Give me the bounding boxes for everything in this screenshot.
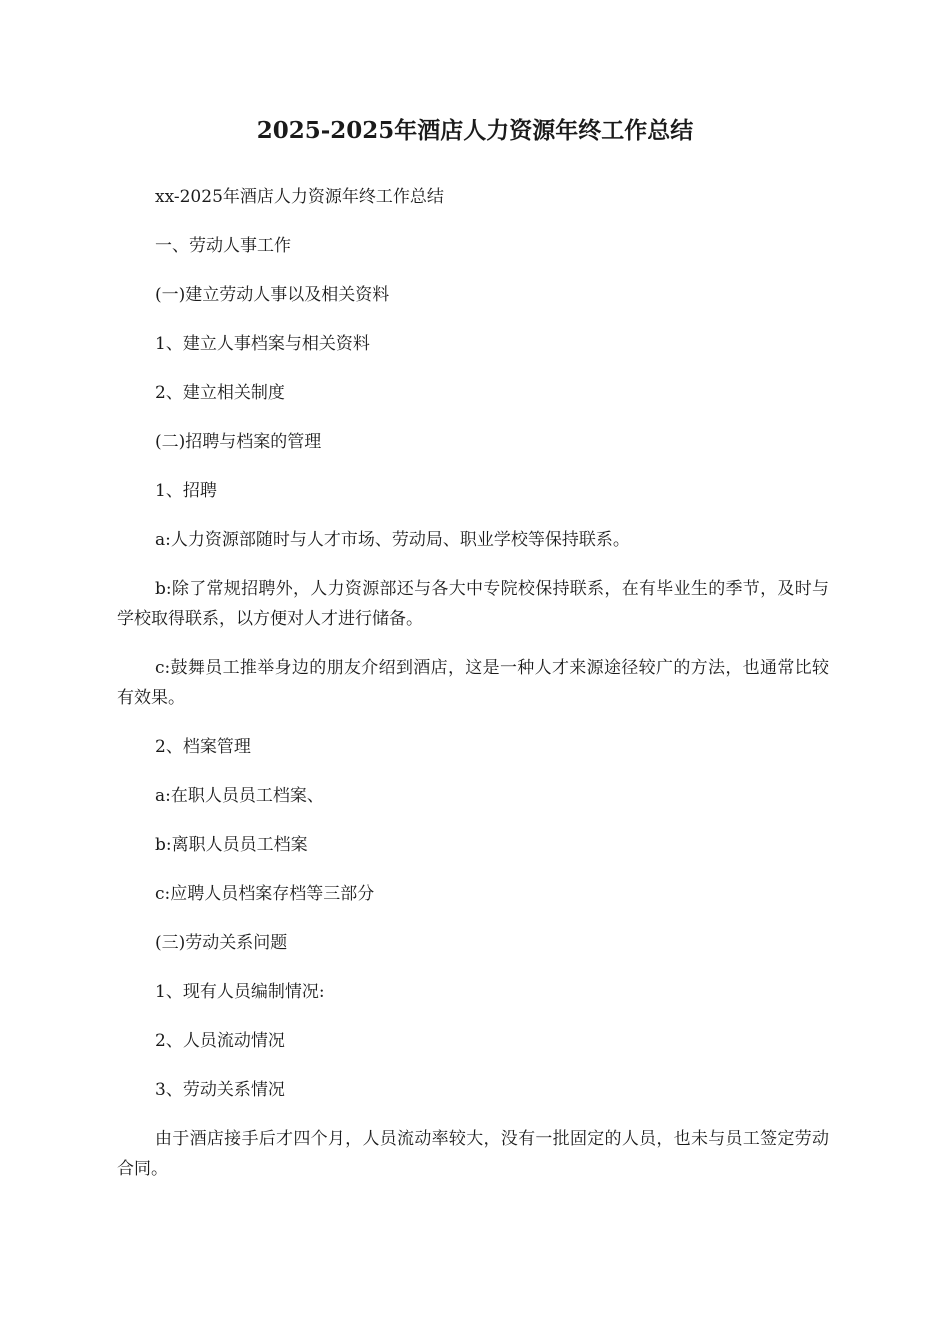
paragraph: b:离职人员员工档案 [155, 835, 308, 855]
list-item: 2、档案管理 [155, 737, 251, 757]
list-item: 1、现有人员编制情况: [155, 982, 325, 1002]
list-item: 3、劳动关系情况 [155, 1080, 285, 1100]
paragraph: xx-2025年酒店人力资源年终工作总结 [155, 187, 444, 207]
subsection-heading: (三)劳动关系问题 [155, 933, 288, 953]
paragraph: a:人力资源部随时与人才市场、劳动局、职业学校等保持联系。 [155, 530, 630, 550]
list-item: 1、建立人事档案与相关资料 [155, 334, 370, 354]
list-item: 2、建立相关制度 [155, 383, 285, 403]
list-item: 2、人员流动情况 [155, 1031, 285, 1051]
list-item: 1、招聘 [155, 481, 217, 501]
paragraph: b:除了常规招聘外，人力资源部还与各大中专院校保持联系，在有毕业生的季节，及时与学校取得联系，以方便对人才进行储备。 [117, 579, 829, 629]
document-title: 2025-2025年酒店人力资源年终工作总结 [256, 117, 694, 144]
paragraph: 由于酒店接手后才四个月，人员流动率较大，没有一批固定的人员，也未与员工签定劳动合同。 [117, 1129, 829, 1179]
section-heading: 一、劳动人事工作 [155, 236, 291, 256]
paragraph: c:应聘人员档案存档等三部分 [155, 884, 375, 904]
paragraph: c:鼓舞员工推举身边的朋友介绍到酒店，这是一种人才来源途径较广的方法，也通常比较有效果。 [117, 658, 829, 708]
subsection-heading: (一)建立劳动人事以及相关资料 [155, 285, 390, 305]
subsection-heading: (二)招聘与档案的管理 [155, 432, 322, 452]
paragraph: a:在职人员员工档案、 [155, 786, 324, 806]
document-body [117, 182, 829, 1184]
